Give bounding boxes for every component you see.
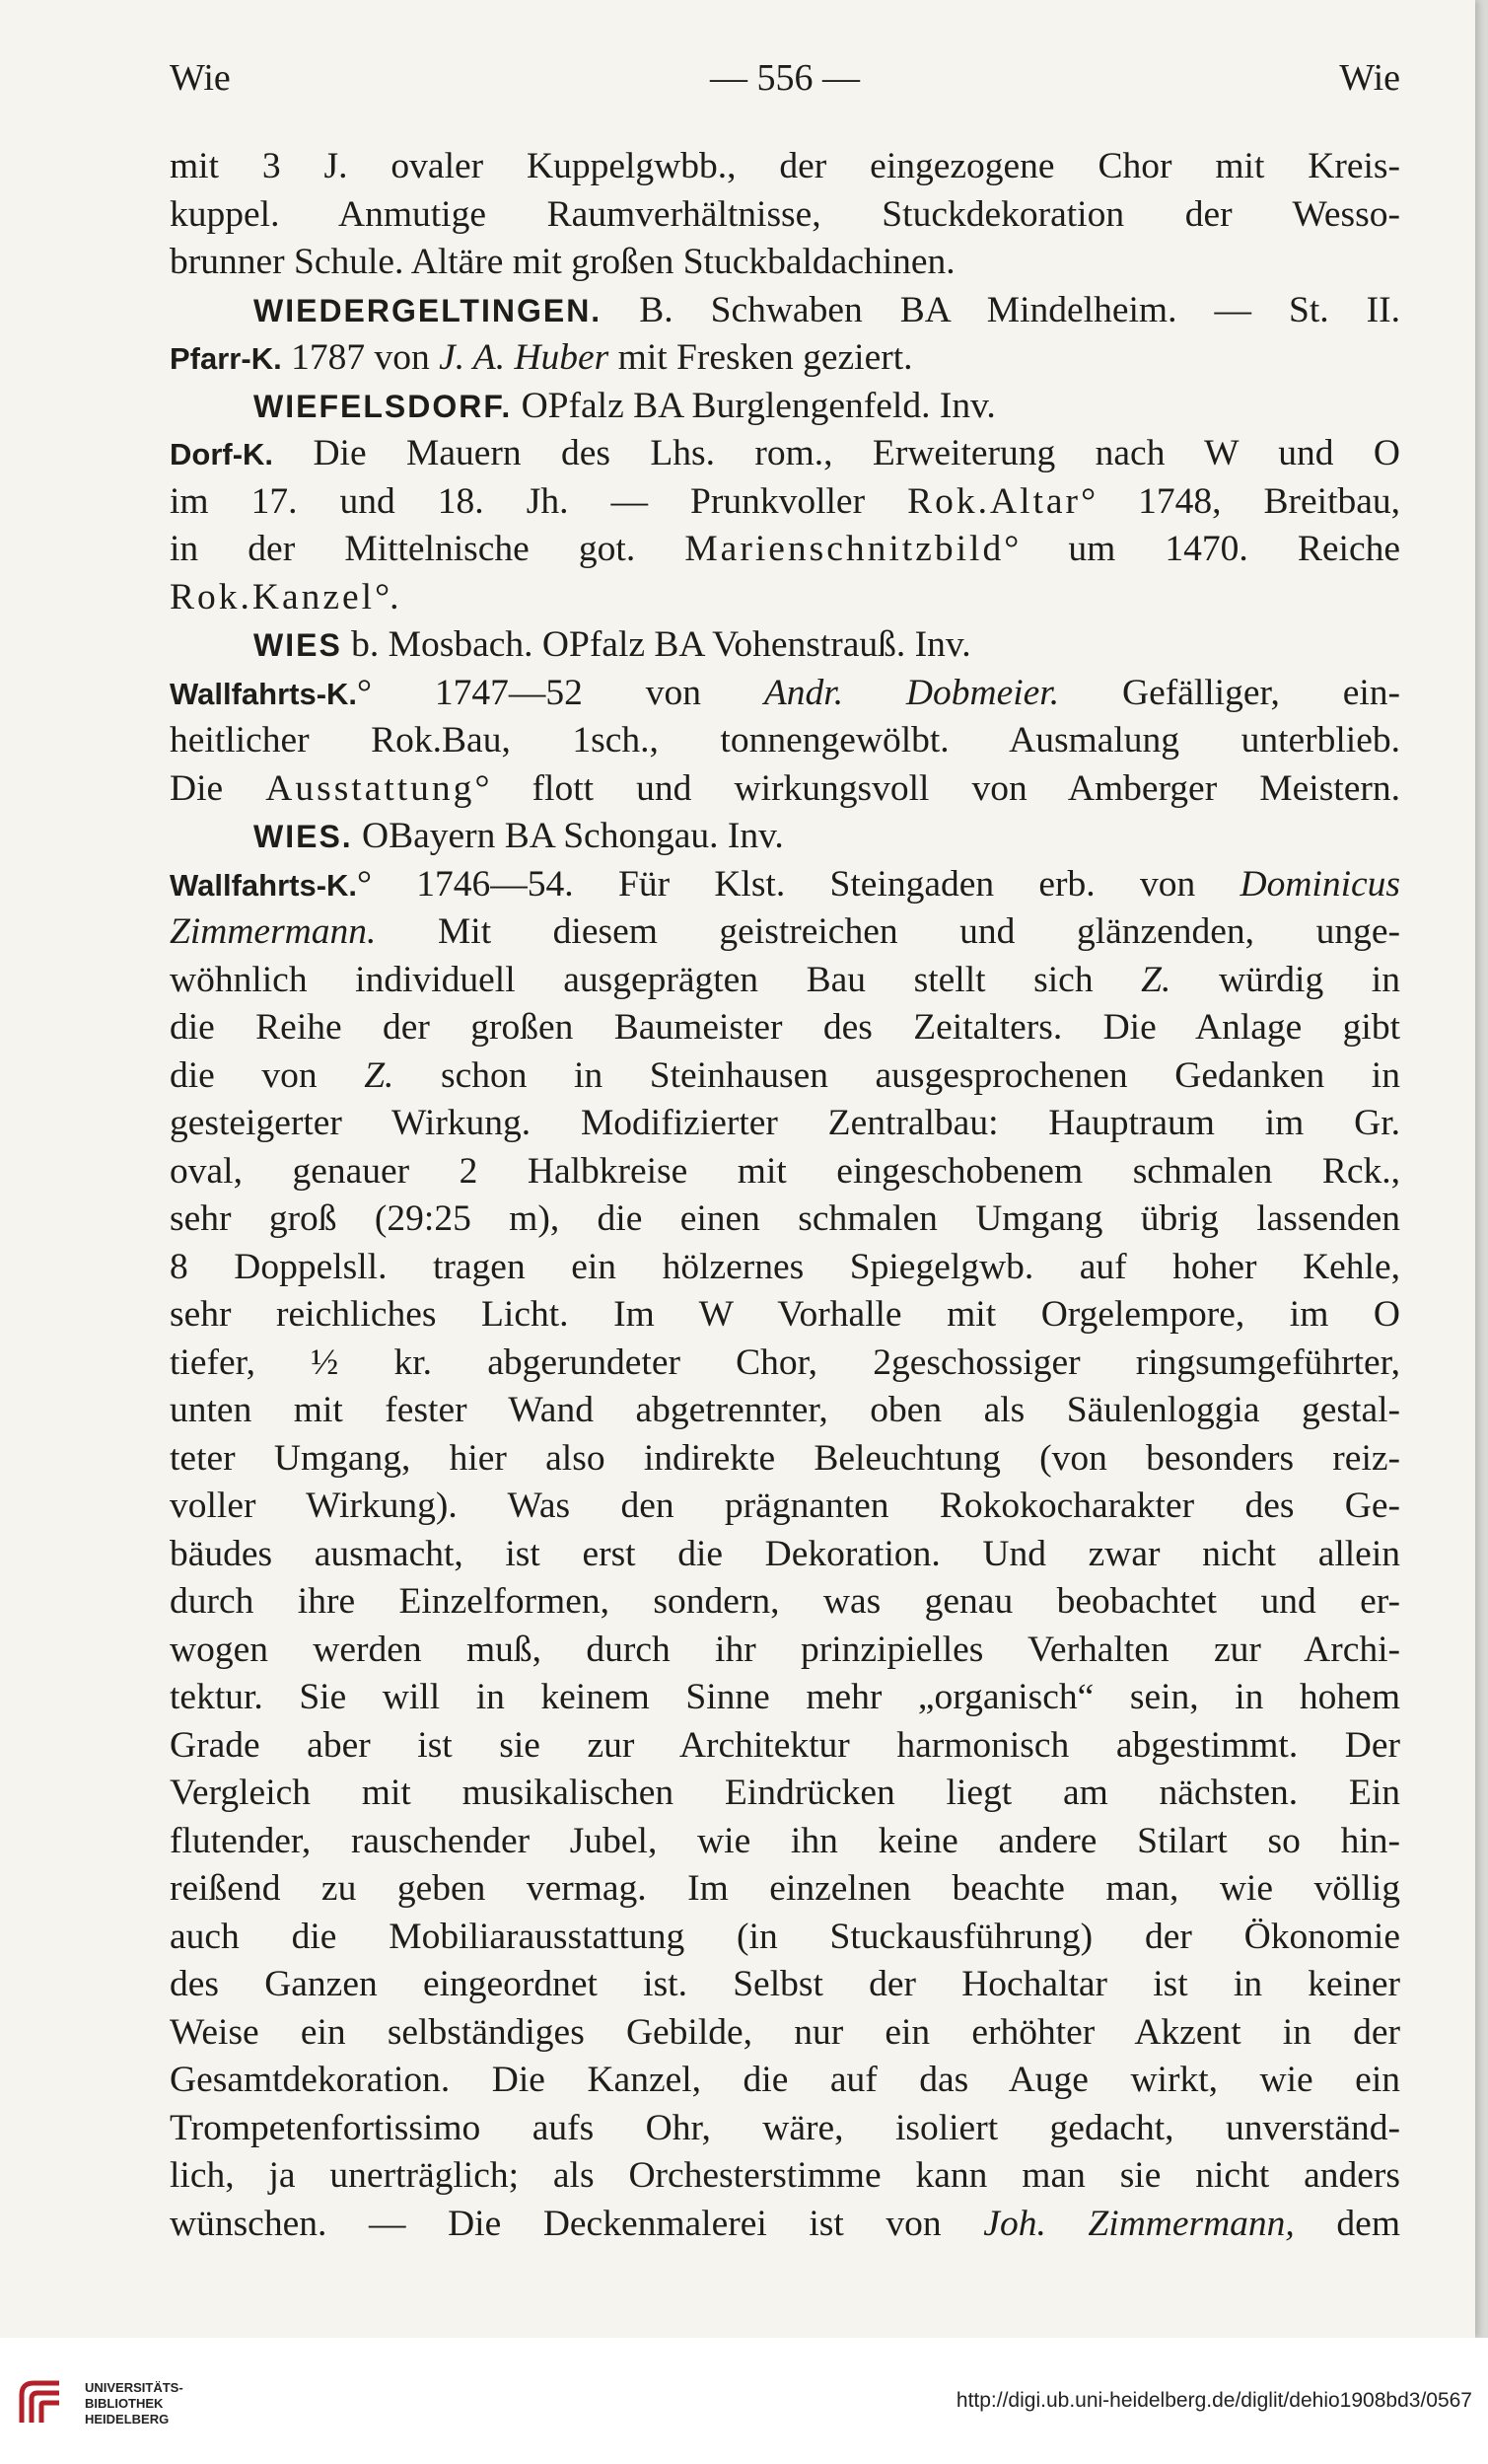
text-line xyxy=(170,908,1400,957)
text-run: B. Schwaben BA Mindelheim. — St. II. xyxy=(602,289,1400,330)
entry-heading: WIES. xyxy=(253,819,353,854)
text-line xyxy=(170,717,1400,765)
text-line xyxy=(170,191,1400,240)
text-run: Andr. Dobmeier. xyxy=(763,672,1060,713)
text-line xyxy=(170,239,1400,287)
text-line xyxy=(170,1244,1400,1292)
text-line xyxy=(170,1387,1400,1435)
text-run: oval, genauer 2 Halbkreise mit eingeschobenem schmalen Rck., xyxy=(170,1150,1400,1192)
text-run: Rok.Kanzel xyxy=(170,576,376,617)
entry-subheading: Dorf-K. xyxy=(170,437,274,471)
text-line xyxy=(170,526,1400,574)
text-run: Gefälliger, ein- xyxy=(1059,672,1400,713)
text-run: lich, ja unerträglich; als Orchesterstimme kann man sie nicht anders xyxy=(170,2155,1400,2196)
text-run: mit 3 J. ovaler Kuppelgwbb., der eingezogene Chor mit Kreis- xyxy=(170,146,1400,186)
text-line xyxy=(170,1004,1400,1052)
text-line xyxy=(170,765,1400,814)
text-run: in der Mittelnische got. xyxy=(170,529,685,569)
text-run: durch ihre Einzelformen, sondern, was genau beobachtet und er- xyxy=(170,1581,1400,1622)
text-line xyxy=(170,1961,1400,2009)
text-run: Zimmermann. xyxy=(170,911,377,952)
text-run: Z. xyxy=(1141,959,1171,1000)
text-run: Mit diesem geistreichen und glänzenden, unge- xyxy=(376,911,1400,952)
text-line xyxy=(170,1531,1400,1579)
text-run: Joh. Zimmermann, xyxy=(983,2203,1295,2244)
text-run: Grade aber ist sie zur Architektur harmonisch abgestimmt. Der xyxy=(170,1724,1400,1766)
text-run: sehr groß (29:25 m), die einen schmalen Umgang übrig lassenden xyxy=(170,1198,1400,1239)
text-line xyxy=(170,1435,1400,1484)
text-run: Rok.Altar xyxy=(907,480,1082,522)
text-run: die von xyxy=(170,1054,365,1096)
text-run: tiefer, ½ kr. abgerundeter Chor, 2geschossiger ringsumgeführter, xyxy=(170,1341,1400,1383)
entry-subheading: Wallfahrts-K. xyxy=(170,867,358,903)
text-run: reißend zu geben vermag. Im einzelnen beachte man, wie völlig xyxy=(170,1868,1400,1909)
library-name-line: BIBLIOTHEK xyxy=(85,2396,164,2411)
running-header xyxy=(170,51,1400,105)
text-run: auch die Mobiliarausstattung (in Stuckausführung) der Ökonomie xyxy=(170,1916,1400,1957)
entry-subheading: Pfarr-K. xyxy=(170,341,282,376)
text-line xyxy=(170,430,1400,478)
text-line xyxy=(170,478,1400,527)
text-run: wünschen. — Die Deckenmalerei ist von xyxy=(170,2203,984,2244)
text-line xyxy=(170,1340,1400,1388)
text-run: 8 Doppelsll. tragen ein hölzernes Spiegelgwb. auf hoher Kehle, xyxy=(170,1246,1400,1287)
text-run: kuppel. Anmutige Raumverhältnisse, Stuckdekoration der Wesso- xyxy=(170,193,1400,235)
text-run: die Reihe der großen Baumeister des Zeitalters. Die Anlage gibt xyxy=(170,1007,1400,1048)
text-line xyxy=(170,1770,1400,1818)
text-run: Ausstattung xyxy=(265,767,475,809)
text-run: voller Wirkung). Was den prägnanten Rokokocharakter des Ge- xyxy=(170,1486,1400,1526)
text-run: ° um 1470. Reiche xyxy=(1004,529,1400,569)
text-run: Gesamtdekoration. Die Kanzel, die auf das Auge wirkt, wie ein xyxy=(170,2060,1400,2100)
text-line xyxy=(170,1818,1400,1866)
text-line xyxy=(170,1148,1400,1196)
text-run: OPfalz BA Burglengenfeld. Inv. xyxy=(512,385,996,426)
header-right: Wie xyxy=(1339,57,1400,99)
text-run: Trompetenfortissimo aufs Ohr, wäre, isoliert gedacht, unverständ- xyxy=(170,2107,1400,2148)
text-line xyxy=(170,1291,1400,1340)
text-run: tektur. Sie will in keinem Sinne mehr „organisch“ sein, in hohem xyxy=(170,1677,1400,1717)
text-run: ° 1748, Breitbau, xyxy=(1081,480,1400,522)
text-line xyxy=(170,1865,1400,1914)
library-name-line: HEIDELBERG xyxy=(85,2412,170,2427)
text-line xyxy=(170,2152,1400,2201)
page-number: — 556 — xyxy=(710,57,860,99)
text-run: Die Mauern des Lhs. rom., Erweiterung nach W und O xyxy=(273,433,1400,473)
text-run: 1787 von xyxy=(281,337,440,378)
text-run: ° 1746—54. Für Klst. Steingaden erb. von xyxy=(357,863,1240,905)
text-run: wogen werden muß, durch ihr prinzipielles Verhalten zur Archi- xyxy=(170,1629,1400,1670)
text-run: Z. xyxy=(364,1054,394,1096)
text-run: gesteigerter Wirkung. Modifizierter Zentralbau: Hauptraum im Gr. xyxy=(170,1103,1400,1143)
library-name xyxy=(85,2380,183,2428)
text-line xyxy=(170,1100,1400,1148)
text-line xyxy=(170,621,1400,670)
text-line xyxy=(170,813,1400,861)
text-line xyxy=(170,1483,1400,1531)
text-line xyxy=(170,1052,1400,1101)
text-line xyxy=(170,1578,1400,1627)
text-run: schon in Steinhausen ausgesprochenen Gedanken in xyxy=(393,1054,1400,1096)
text-run: im 17. und 18. Jh. — Prunkvoller xyxy=(170,480,908,522)
text-line xyxy=(170,861,1400,909)
text-run: ° flott und wirkungsvoll von Amberger Meistern. xyxy=(474,767,1400,809)
text-run: Dominicus xyxy=(1240,863,1400,905)
text-run: unten mit fester Wand abgetrennter, oben als Säulenloggia gestal- xyxy=(170,1390,1400,1430)
text-line xyxy=(170,334,1400,383)
text-line xyxy=(170,1914,1400,1962)
text-line xyxy=(170,287,1400,335)
text-line xyxy=(170,2105,1400,2153)
text-run: heitlicher Rok.Bau, 1sch., tonnengewölbt. Ausmalung unterblieb. xyxy=(170,720,1400,761)
text-run: OBayern BA Schongau. Inv. xyxy=(352,816,784,856)
text-run: bäudes ausmacht, ist erst die Dekoration. Und zwar nicht allein xyxy=(170,1533,1400,1574)
text-run: b. Mosbach. OPfalz BA Vohenstrauß. Inv. xyxy=(341,624,971,665)
text-line xyxy=(170,2201,1400,2249)
library-name-line: UNIVERSITÄTS- xyxy=(85,2380,183,2395)
text-line xyxy=(170,143,1400,191)
text-run: Vergleich mit musikalischen Eindrücken liegt am nächsten. Ein xyxy=(170,1773,1400,1813)
body-text xyxy=(170,143,1400,2248)
text-run: J. A. Huber xyxy=(439,337,609,378)
text-run: sehr reichliches Licht. Im W Vorhalle mit Orgelempore, im O xyxy=(170,1294,1400,1335)
source-url-link[interactable]: http://digi.ub.uni-heidelberg.de/diglit/dehio1908bd3/0567 xyxy=(956,2389,1472,2412)
text-run: °. xyxy=(375,576,399,617)
text-run: mit Fresken geziert. xyxy=(608,337,913,378)
text-line xyxy=(170,1627,1400,1675)
text-run: Die xyxy=(170,767,266,809)
text-line xyxy=(170,1674,1400,1722)
text-line xyxy=(170,574,1400,622)
text-run: wöhnlich individuell ausgeprägten Bau stellt sich xyxy=(170,959,1142,1000)
text-run: teter Umgang, hier also indirekte Beleuchtung (von besonders reiz- xyxy=(170,1437,1400,1479)
entry-subheading: Wallfahrts-K. xyxy=(170,676,358,711)
text-run: würdig in xyxy=(1170,959,1400,1000)
text-line xyxy=(170,957,1400,1005)
header-left: Wie xyxy=(170,57,231,99)
text-run: brunner Schule. Altäre mit großen Stuckbaldachinen. xyxy=(170,242,956,282)
text-line xyxy=(170,1722,1400,1771)
text-run: Marienschnitzbild xyxy=(684,529,1005,569)
text-run: dem xyxy=(1294,2203,1400,2244)
text-line xyxy=(170,2009,1400,2058)
entry-heading: WIES xyxy=(253,627,342,663)
footer-bar xyxy=(0,2338,1488,2464)
library-logo-icon xyxy=(14,2373,71,2430)
text-line xyxy=(170,383,1400,431)
entry-heading: WIEFELSDORF. xyxy=(253,388,513,424)
text-line xyxy=(170,2057,1400,2105)
text-line xyxy=(170,670,1400,718)
text-run: Weise ein selbständiges Gebilde, nur ein erhöhter Akzent in der xyxy=(170,2011,1400,2053)
text-run: flutender, rauschender Jubel, wie ihn keine andere Stilart so hin- xyxy=(170,1820,1400,1861)
entry-heading: WIEDERGELTINGEN. xyxy=(253,292,602,328)
text-run: ° 1747—52 von xyxy=(357,672,764,713)
text-run: des Ganzen eingeordnet ist. Selbst der Hochaltar ist in keiner xyxy=(170,1964,1400,2004)
text-line xyxy=(170,1196,1400,1244)
